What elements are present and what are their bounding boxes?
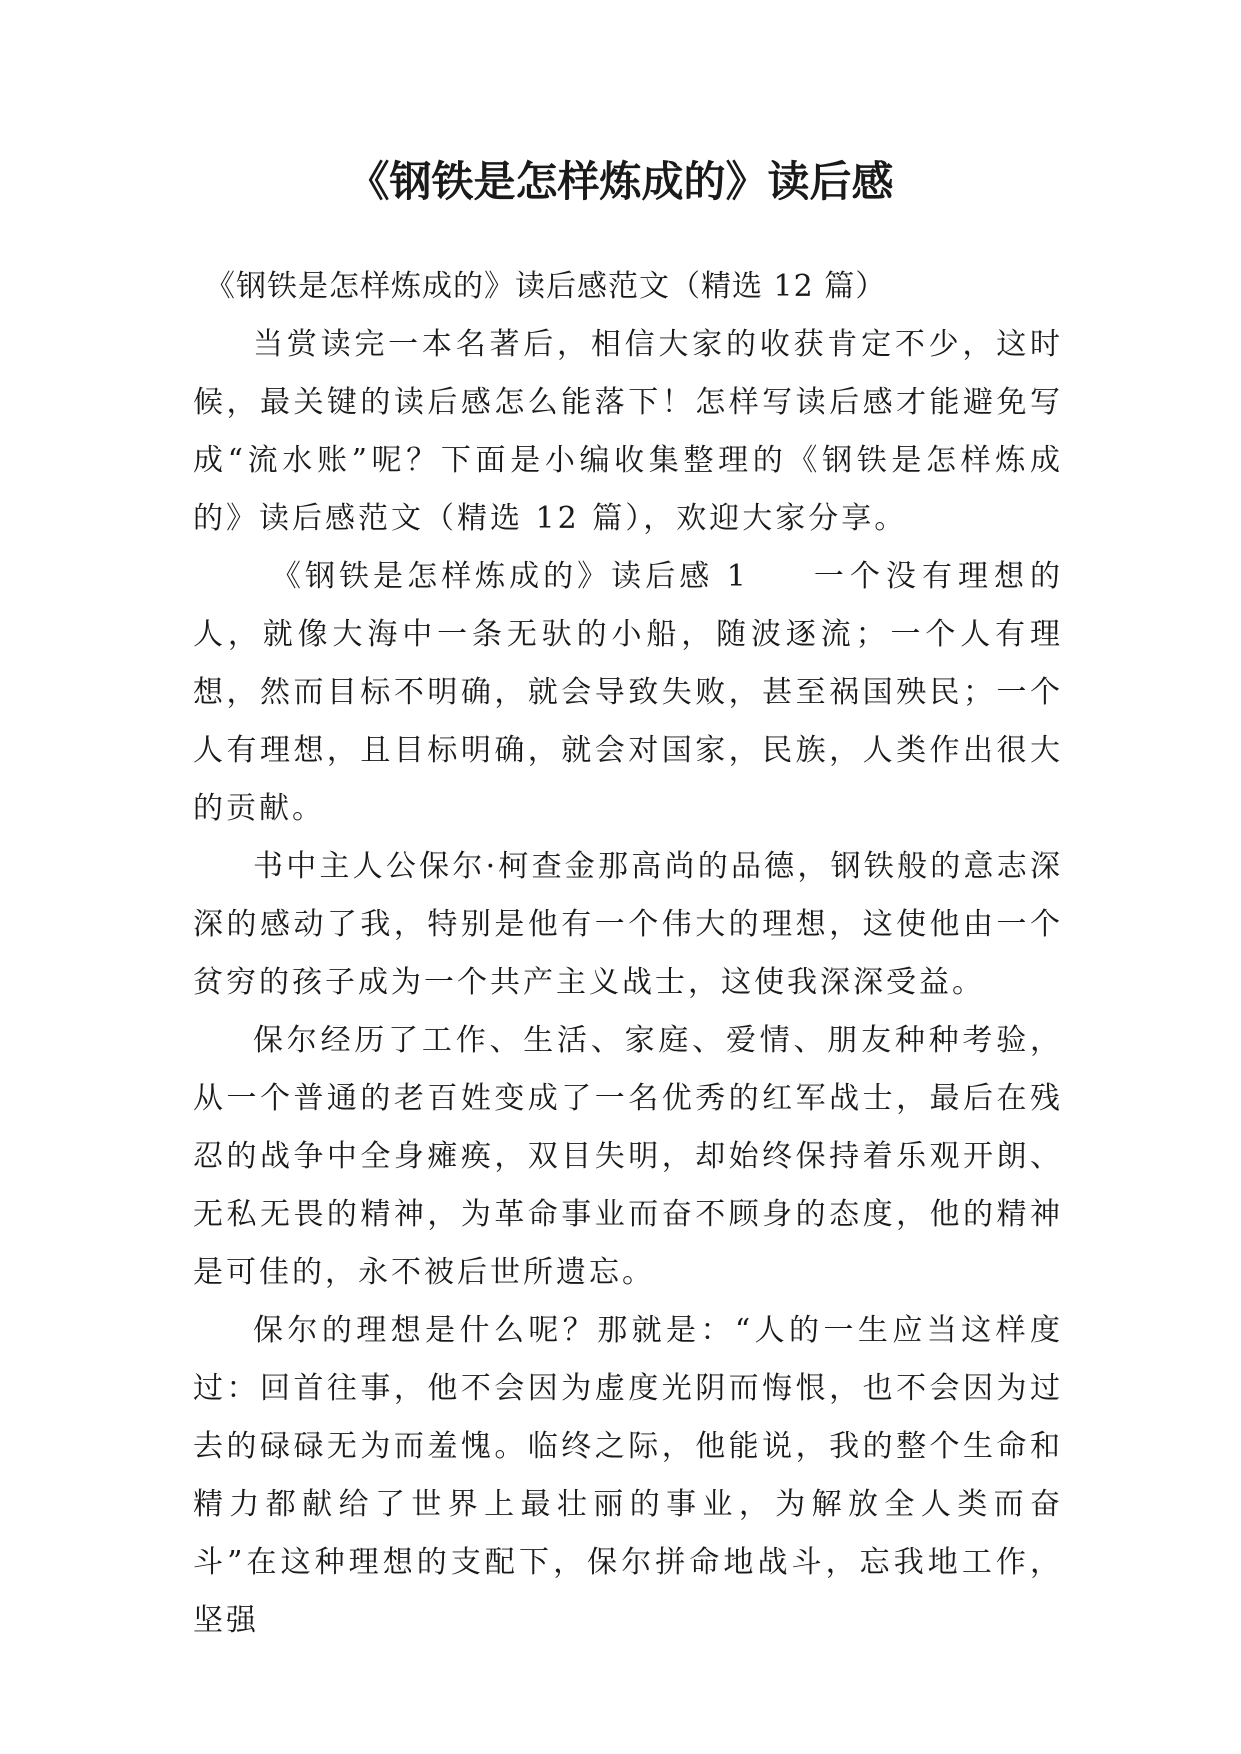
essay-paragraph-2: 书中主人公保尔·柯查金那高尚的品德，钢铁般的意志深深的感动了我，特别是他有一个伟大的理想，这使他由一个贫穷的孩子成为一个共产主义战士，这使我深深受益。 (193, 849, 1063, 1000)
intro-paragraph: 当赏读完一本名著后，相信大家的收获肯定不少，这时候，最关键的读后感怎么能落下！怎样写读后感才能避免写成“流水账”呢？下面是小编收集整理的《钢铁是怎样炼成的》读后感范文（精选 12 篇），欢迎大家分享。 (193, 327, 1063, 536)
essay-paragraph-3: 保尔经历了工作、生活、家庭、爱情、朋友种种考验，从一个普通的老百姓变成了一名优秀的红军战士，最后在残忍的战争中全身瘫痪，双目失明，却始终保持着乐观开朗、无私无畏的精神，为革命事业而奋不顾身的态度，他的精神是可佳的，永不被后世所遗忘。 (193, 1023, 1063, 1290)
document-body (193, 258, 1063, 1650)
essay-paragraph-1 (193, 548, 1063, 838)
essay-label: 《钢铁是怎样炼成的》读后感 1 (271, 559, 747, 594)
document-subtitle: 《钢铁是怎样炼成的》读后感范文（精选 12 篇） (205, 269, 887, 304)
essay-paragraph-1-text: 一个没有理想的人，就像大海中一条无驮的小船，随波逐流；一个人有理想，然而目标不明确，就会导致失败，甚至祸国殃民；一个人有理想，且目标明确，就会对国家，民族，人类作出很大的贡献。 (193, 559, 1063, 826)
essay-paragraph-4: 保尔的理想是什么呢？那就是：“人的一生应当这样度过：回首往事，他不会因为虚度光阴而悔恨，也不会因为过去的碌碌无为而羞愧。临终之际，他能说，我的整个生命和精力都献给了世界上最壮丽的事业，为解放全人类而奋斗”在这种理想的支配下，保尔拼命地战斗，忘我地工作，坚强 (193, 1313, 1063, 1638)
document-title: 《钢铁是怎样炼成的》读后感 (347, 157, 894, 206)
